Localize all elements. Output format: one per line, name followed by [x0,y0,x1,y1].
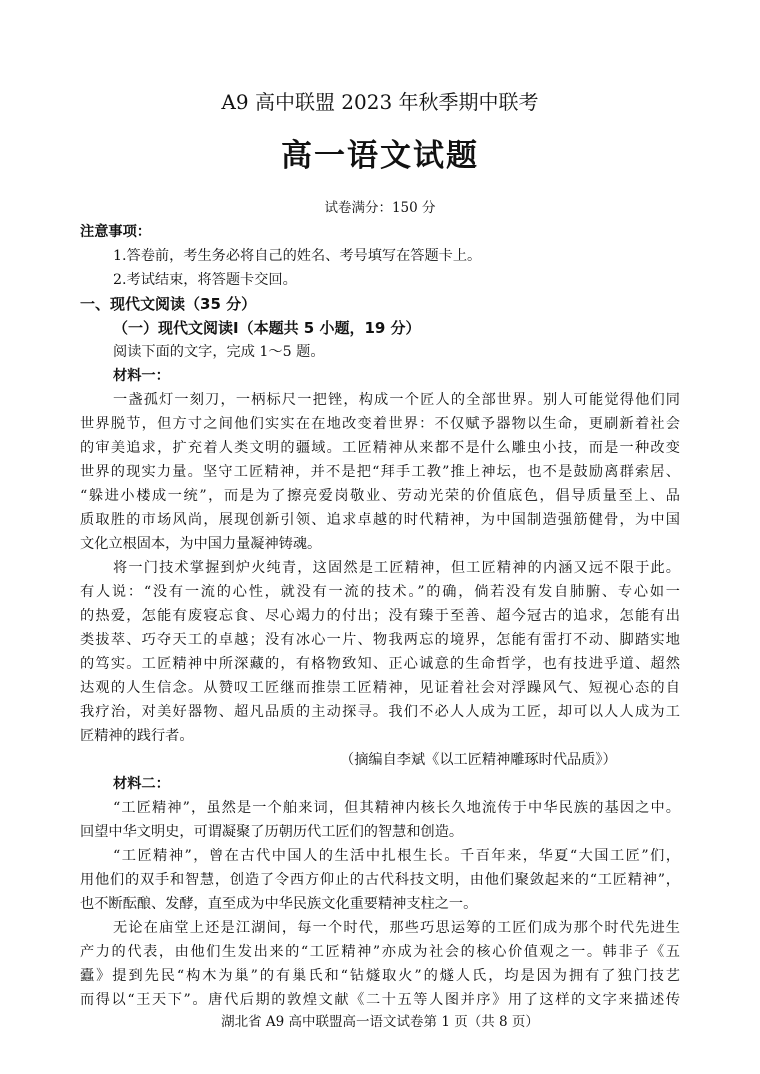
material-two-label: 材料二： [113,776,170,792]
material-two-line: 蠹》提到先民“构木为巢”的有巢氏和“钻燧取火”的燧人氏，均是因为拥有了独门技艺 [80,968,680,984]
material-one-line: 世界的现实力量。坚守工匠精神，并不是把“拜手工教”推上神坛，也不是鼓励离群索居、 [80,464,680,480]
material-one-line: 的笃实。工匠精神中所深藏的，有格物致知、正心诚意的生命哲学，也有技进乎道、超然 [80,656,680,672]
subject-title: 高一语文试题 [281,138,479,174]
full-score: 试卷满分：150 分 [324,200,436,216]
material-two-line: 无论在庙堂上还是江湖间，每一个时代，那些巧思运筹的工匠们成为那个时代先进生 [113,920,680,936]
material-one-line: 类拔萃、巧夺天工的卓越；没有冰心一片、物我两忘的境界，怎能有雷打不动、脚踏实地 [80,632,680,648]
section-heading: 一、现代文阅读（35 分） [80,295,257,313]
material-one-line: 的审美追求，扩充着人类文明的疆域。工匠精神从来都不是什么雕虫小技，而是一种改变 [80,440,680,456]
material-two-line: 产力的代表，由他们生发出来的“工匠精神”亦成为社会的核心价值观之一。韩非子《五 [80,944,680,960]
notice-item: 2.考试结束，将答题卡交回。 [113,272,297,288]
material-one-line: 匠精神的践行者。 [80,728,194,744]
notice-heading: 注意事项： [80,224,151,240]
material-one-line: 的热爱，怎能有废寝忘食、尽心竭力的付出；没有臻于至善、超今冠古的追求，怎能有出 [80,608,680,624]
material-two-line: “工匠精神”，虽然是一个舶来词，但其精神内核长久地流传于中华民族的基因之中。 [113,800,680,816]
material-one-source: （摘编自李斌《以工匠精神雕琢时代品质》） [340,752,617,768]
material-one-line: 一盏孤灯一刻刀，一柄标尺一把锉，构成一个匠人的全部世界。别人可能觉得他们同 [113,392,680,408]
subsection-heading: （一）现代文阅读Ⅰ（本题共 5 小题，19 分） [113,319,421,337]
material-one-line: 文化立根固本，为中国力量凝神铸魂。 [80,536,322,552]
material-one-line: 达观的人生信念。从赞叹工匠继而推崇工匠精神，见证着社会对浮躁风气、短视心态的自 [80,680,680,696]
reading-instruction: 阅读下面的文字，完成 1～5 题。 [113,344,325,360]
page-footer: 湖北省 A9 高中联盟高一语文试卷第 1 页（共 8 页） [221,1014,539,1030]
material-one-label: 材料一： [113,368,170,384]
material-one-line: 我疗治，对美好器物、超凡品质的主动探寻。我们不必人人成为工匠，却可以人人成为工 [80,704,680,720]
material-two-line: 也不断酝酿、发酵，直至成为中华民族文化重要精神支柱之一。 [80,896,478,912]
material-two-line: 而得以“王天下”。唐代后期的敦煌文献《二十五等人图并序》用了这样的文字来描述传 [80,992,680,1008]
material-two-line: 回望中华文明史，可谓凝聚了历朝历代工匠们的智慧和创造。 [80,824,464,840]
material-one-line: 将一门技术掌握到炉火纯青，这固然是工匠精神，但工匠精神的内涵又远不限于此。 [113,560,680,576]
material-one-line: 有人说：“没有一流的心性，就没有一流的技术。”的确，倘若没有发自肺腑、专心如一 [80,584,680,600]
notice-item: 1.答卷前，考生务必将自己的姓名、考号填写在答题卡上。 [113,248,482,264]
material-one-line: “躲进小楼成一统”，而是为了擦亮爱岗敬业、劳动光荣的价值底色，倡导质量至上、品 [80,488,680,504]
material-one-line: 质取胜的市场风尚，展现创新引领、追求卓越的时代精神，为中国制造强筋健骨，为中国 [80,512,680,528]
material-two-line: 用他们的双手和智慧，创造了令西方仰止的古代科技文明，由他们聚敛起来的“工匠精神”， [80,872,680,888]
material-two-line: “工匠精神”，曾在古代中国人的生活中扎根生长。千百年来，华夏“大国工匠”们， [113,848,680,864]
material-one-line: 世界脱节，但方寸之间他们实实在在地改变着世界：不仅赋予器物以生命，更刷新着社会 [80,416,680,432]
exam-title: A9 高中联盟 2023 年秋季期中联考 [221,90,539,114]
